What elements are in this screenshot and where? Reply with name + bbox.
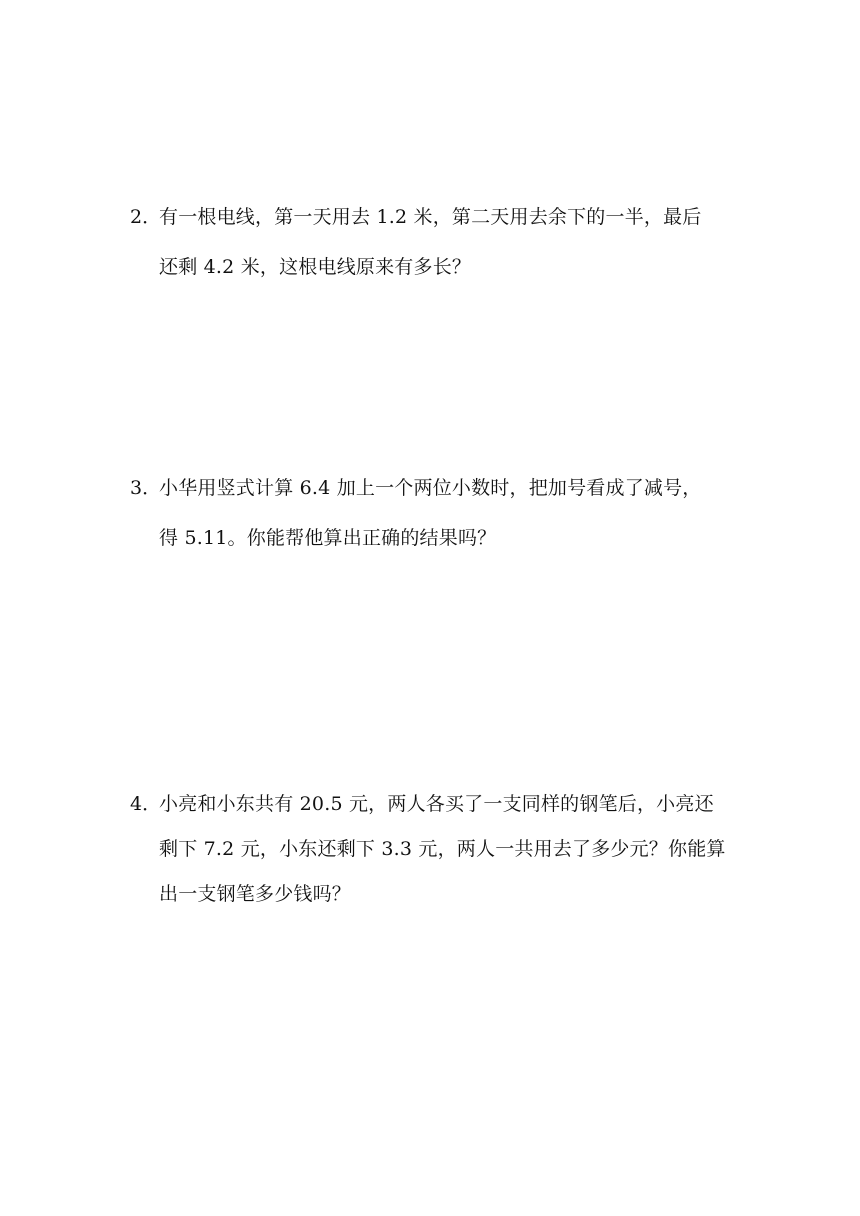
problem-text-line: 剩下 7.2 元，小东还剩下 3.3 元，两人一共用去了多少元？你能算 bbox=[159, 838, 726, 860]
problem-text-line: 小华用竖式计算 6.4 加上一个两位小数时，把加号看成了减号， bbox=[159, 477, 702, 499]
problem-text-line: 小亮和小东共有 20.5 元，两人各买了一支同样的钢笔后，小亮还 bbox=[159, 793, 714, 815]
problem-number: 2． bbox=[130, 206, 162, 228]
problem-number: 4． bbox=[130, 793, 162, 815]
problem-text-line: 有一根电线，第一天用去 1.2 米，第二天用去余下的一半，最后 bbox=[159, 206, 702, 228]
problem-text-line: 还剩 4.2 米，这根电线原来有多长？ bbox=[159, 256, 472, 278]
problem-text-line: 得 5.11。你能帮他算出正确的结果吗？ bbox=[159, 527, 497, 549]
problem-text-line: 出一支钢笔多少钱吗？ bbox=[159, 883, 352, 905]
problem-number: 3． bbox=[130, 477, 162, 499]
